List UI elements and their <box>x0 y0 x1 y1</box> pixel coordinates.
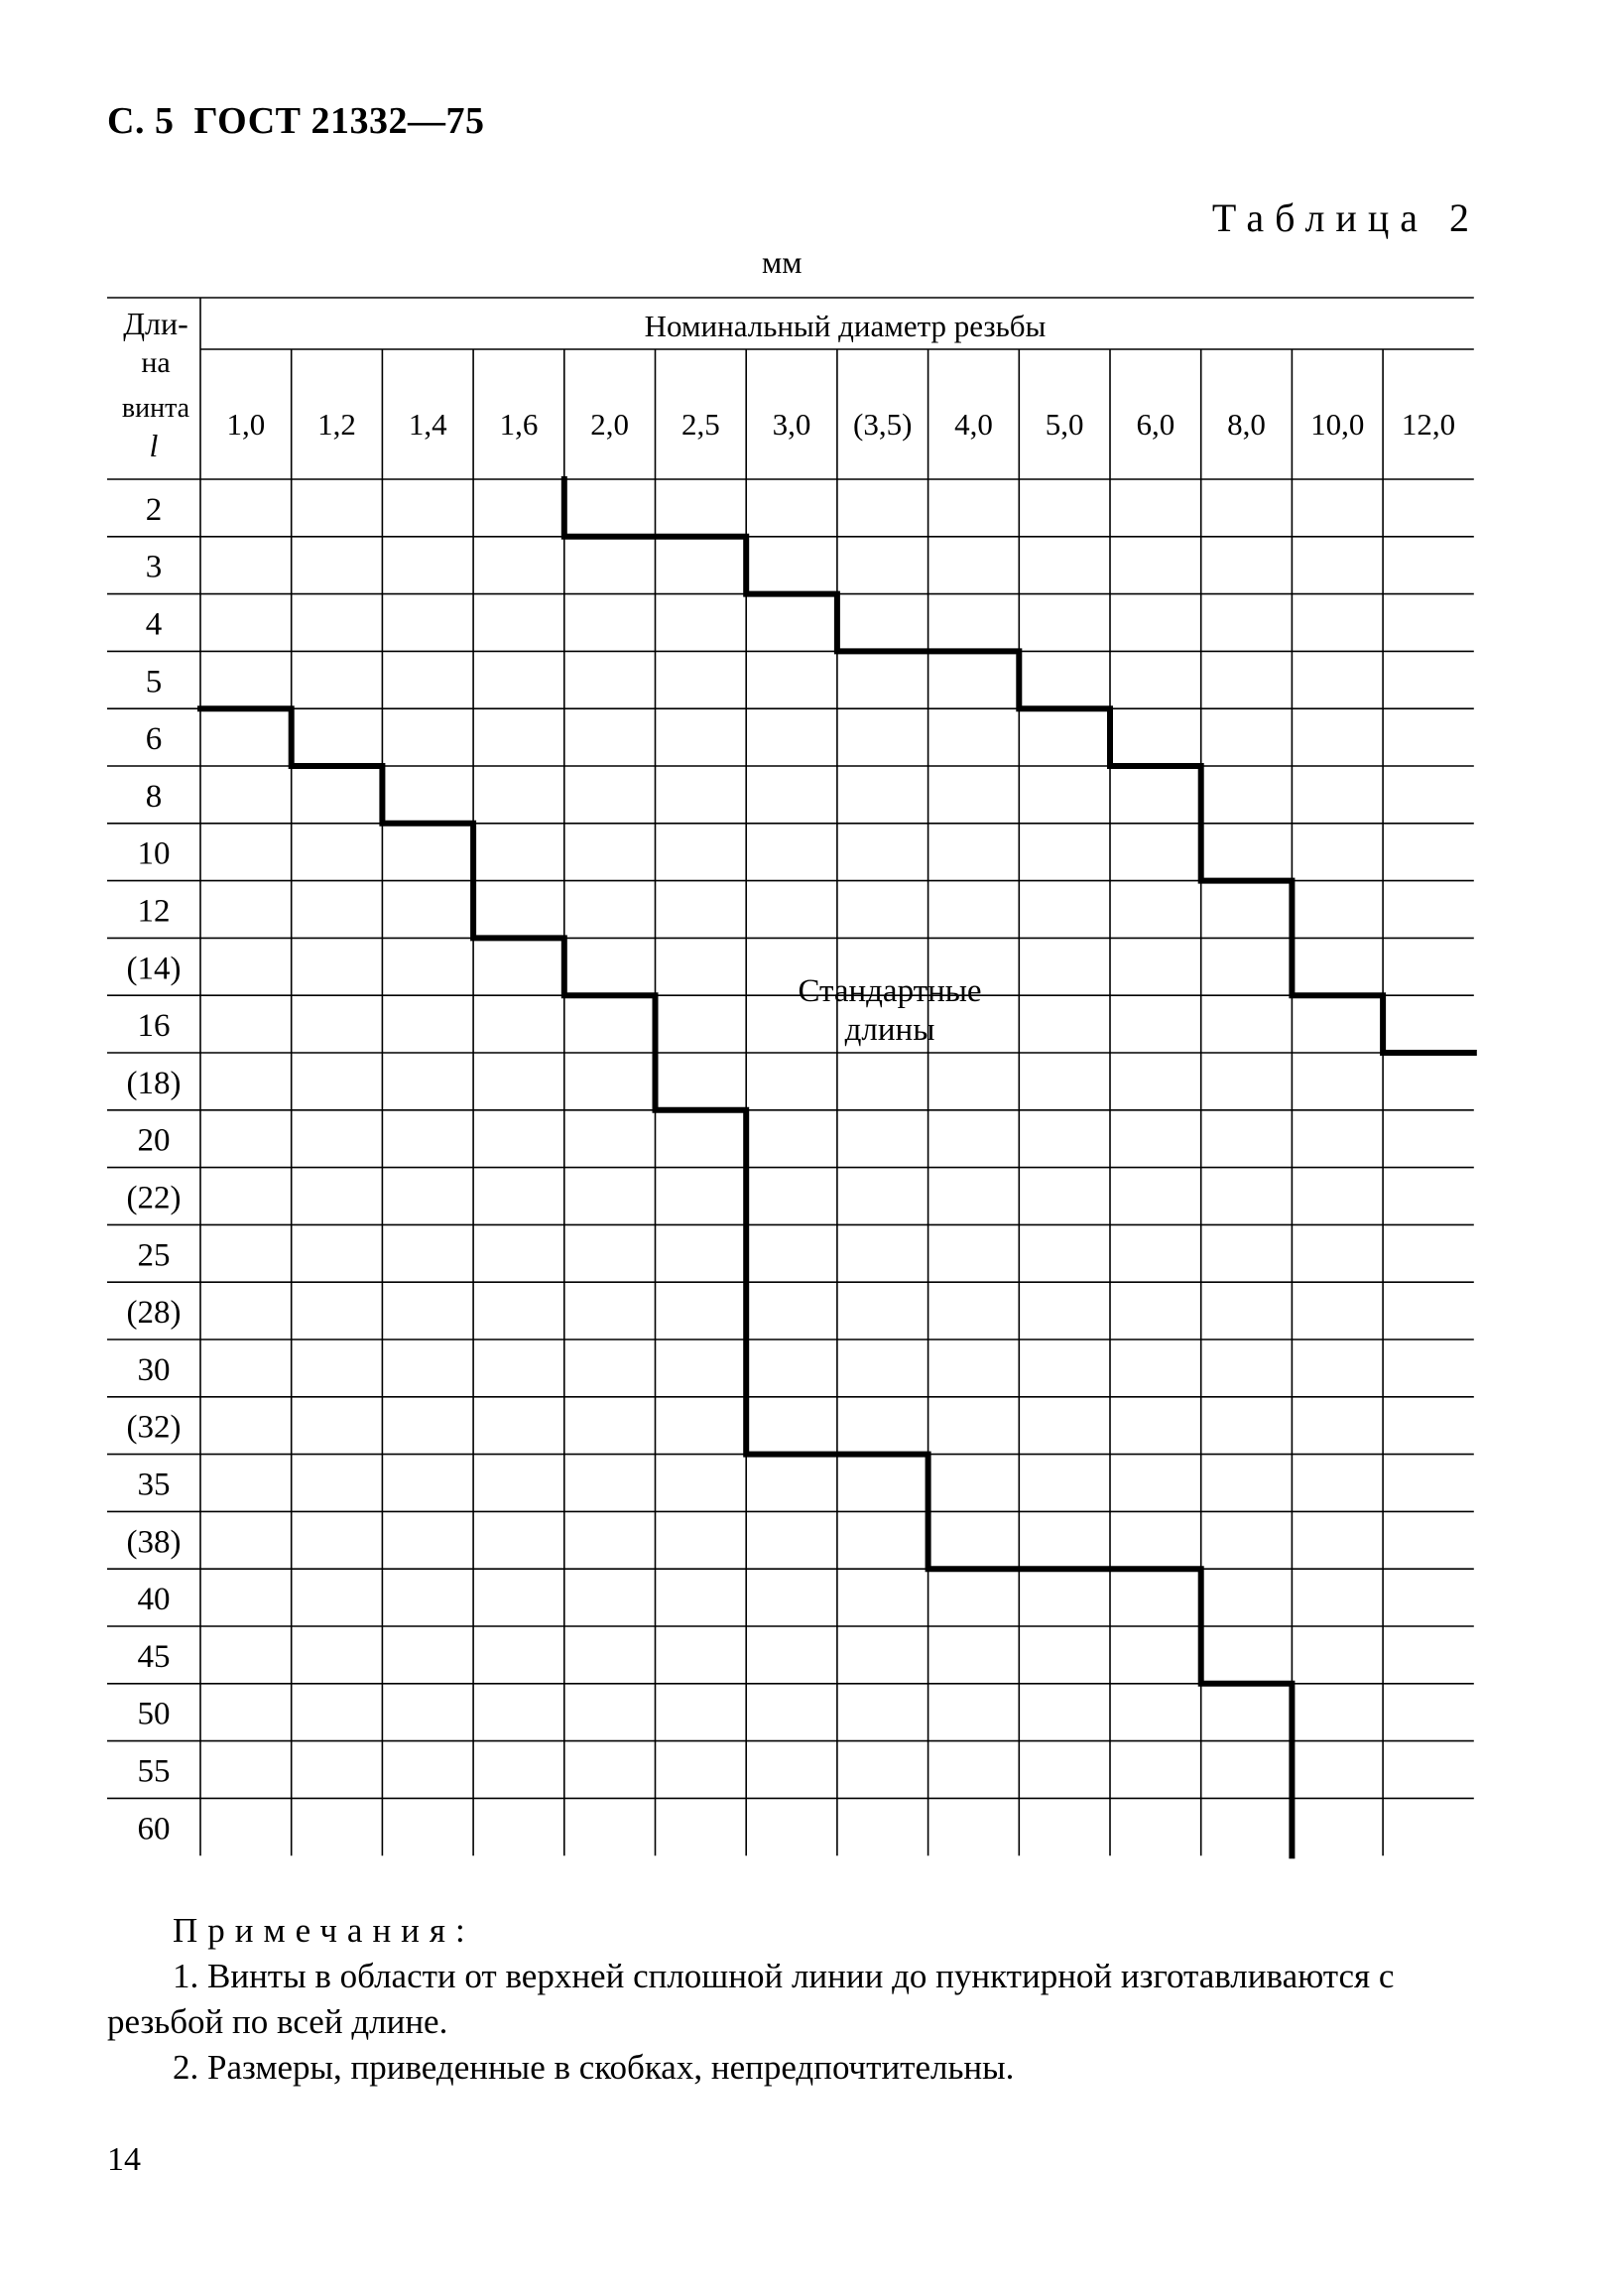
notes-title: Примечания: <box>173 1911 475 1950</box>
units-label: мм <box>762 244 803 280</box>
region-label-line-1: Стандартные <box>798 973 982 1009</box>
page-number: 14 <box>107 2141 141 2178</box>
length-label: (18) <box>126 1065 182 1101</box>
row-header-line-2: на <box>141 346 171 379</box>
length-label: 5 <box>145 664 163 701</box>
length-label: 20 <box>137 1122 171 1159</box>
length-label: 10 <box>137 835 171 872</box>
diameter-label: 8,0 <box>1227 407 1266 442</box>
diameter-label: 3,0 <box>772 407 811 442</box>
row-header-line-3: винта <box>121 393 190 424</box>
region-label-line-2: длины <box>844 1012 935 1048</box>
standard-number: ГОСТ 21332—75 <box>193 100 485 142</box>
diameter-label: 10,0 <box>1310 407 1365 442</box>
page-reference: С. 5 <box>107 100 175 142</box>
table-label: Таблица 2 <box>1211 195 1480 240</box>
length-label: 40 <box>137 1582 171 1618</box>
note-item-2: 2. Размеры, приведенные в скобках, непредпочтительны. <box>173 2048 1015 2087</box>
diameter-label: 4,0 <box>954 407 993 442</box>
row-header-line-4: l <box>149 428 159 463</box>
diameter-label: 2,5 <box>680 407 720 442</box>
length-label: 50 <box>137 1696 171 1732</box>
length-label: 25 <box>137 1237 171 1274</box>
length-label: 60 <box>137 1811 171 1848</box>
diameter-label: 1,4 <box>408 407 447 442</box>
notes-section <box>107 1908 1486 2091</box>
length-label: 3 <box>145 549 163 585</box>
length-label: (14) <box>126 951 182 987</box>
diameter-label: 2,0 <box>590 407 630 442</box>
row-header-line-1: Дли- <box>123 306 188 341</box>
diameter-label: 5,0 <box>1045 407 1084 442</box>
diameter-label: 12,0 <box>1401 407 1456 442</box>
length-label: 30 <box>137 1351 171 1388</box>
length-label: 35 <box>137 1467 171 1503</box>
length-label: 12 <box>137 893 171 930</box>
length-label: 55 <box>137 1753 171 1790</box>
diameter-label: 1,2 <box>317 407 356 442</box>
length-label: (22) <box>126 1180 182 1216</box>
diameter-label: 1,0 <box>226 407 266 442</box>
diameter-label: 6,0 <box>1136 407 1175 442</box>
length-label: 16 <box>137 1008 171 1045</box>
length-label: (28) <box>126 1295 182 1332</box>
length-label: 45 <box>137 1638 171 1675</box>
length-label: 6 <box>145 721 163 758</box>
length-label: (32) <box>126 1409 182 1446</box>
column-group-title: Номинальный диаметр резьбы <box>644 309 1047 343</box>
note-item-1: 1. Винты в области от верхней сплошной линии до пунктирной изготавливаются с резьбой по всей длине. <box>107 1957 1395 2041</box>
length-label: 4 <box>145 606 163 643</box>
length-label: 8 <box>145 778 163 815</box>
length-label: (38) <box>126 1524 182 1561</box>
diameter-label: 1,6 <box>499 407 539 442</box>
length-label: 2 <box>145 491 163 528</box>
diameter-label: (3,5) <box>853 407 913 442</box>
